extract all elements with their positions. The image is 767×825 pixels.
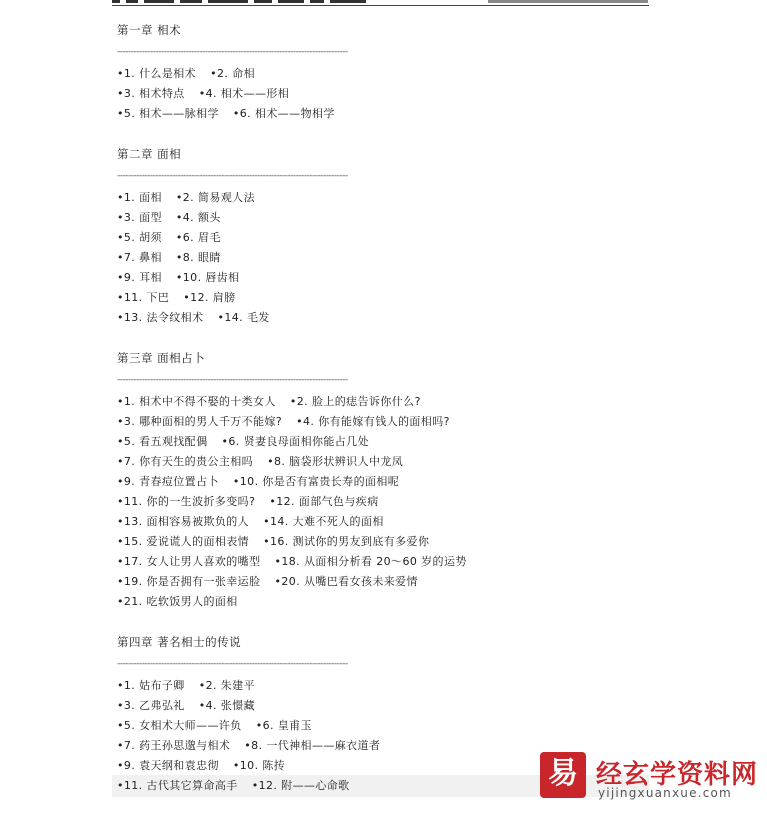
toc-row bbox=[117, 492, 637, 512]
toc-item-link[interactable]: •15. 爱说谎人的面相表情 bbox=[117, 535, 250, 548]
toc-item-link[interactable]: •18. 从面相分析看 20～60 岁的运势 bbox=[274, 555, 467, 568]
toc-item-link[interactable]: •5. 相术——脉相学 bbox=[117, 107, 219, 120]
toc-item-link[interactable]: •2. 脸上的痣告诉你什么? bbox=[289, 395, 421, 408]
section-gap bbox=[117, 612, 637, 632]
toc-item-link[interactable]: •11. 下巴 bbox=[117, 291, 170, 304]
toc-row bbox=[117, 248, 637, 268]
dashed-divider: ------------------------------------------------------------------------------------ bbox=[117, 171, 348, 181]
toc-item-link[interactable]: •20. 从嘴巴看女孩未来爱情 bbox=[274, 575, 418, 588]
toc-item-link[interactable]: •12. 面部气色与疾病 bbox=[269, 495, 379, 508]
toc-row bbox=[117, 104, 637, 124]
toc-item-link[interactable]: •2. 命相 bbox=[210, 67, 255, 80]
toc-row bbox=[117, 432, 637, 452]
toc-row bbox=[117, 228, 637, 248]
watermark-title: 经玄学资料网 bbox=[596, 760, 759, 790]
toc-item-link[interactable]: •2. 简易观人法 bbox=[175, 191, 255, 204]
toc-item-link[interactable]: •12. 肩膀 bbox=[183, 291, 236, 304]
toc-item-link[interactable]: •19. 你是否拥有一张幸运脸 bbox=[117, 575, 261, 588]
toc-item-link[interactable]: •10. 陈抟 bbox=[232, 759, 286, 772]
toc-item-link[interactable]: •7. 你有天生的贵公主相吗 bbox=[117, 455, 254, 468]
toc-item-link[interactable]: •9. 青春痘位置占卜 bbox=[117, 475, 219, 488]
toc-item-link[interactable]: •6. 皇甫玉 bbox=[255, 719, 312, 732]
table-of-contents bbox=[117, 20, 637, 796]
toc-row bbox=[117, 288, 637, 308]
toc-item-link[interactable]: •10. 你是否有富贵长寿的面相呢 bbox=[232, 475, 400, 488]
header-rule bbox=[112, 5, 649, 6]
toc-item-link[interactable]: •3. 哪种面相的男人千万不能嫁? bbox=[117, 415, 283, 428]
toc-row bbox=[117, 452, 637, 472]
toc-row bbox=[117, 532, 637, 552]
chapter-section bbox=[117, 348, 637, 612]
toc-item-link[interactable]: •17. 女人让男人喜欢的嘴型 bbox=[117, 555, 261, 568]
toc-row bbox=[117, 592, 637, 612]
toc-row bbox=[117, 472, 637, 492]
toc-item-link[interactable]: •8. 一代神相——麻衣道者 bbox=[244, 739, 381, 752]
toc-item-link[interactable]: •4. 额头 bbox=[175, 211, 221, 224]
toc-item-link[interactable]: •9. 耳相 bbox=[117, 271, 162, 284]
toc-item-link[interactable]: •9. 袁天纲和袁忠彻 bbox=[117, 759, 219, 772]
toc-row bbox=[117, 552, 637, 572]
toc-item-link[interactable]: •6. 眉毛 bbox=[175, 231, 221, 244]
site-logo-icon bbox=[540, 752, 586, 798]
toc-item-link[interactable]: •1. 面相 bbox=[117, 191, 162, 204]
toc-row bbox=[117, 512, 637, 532]
toc-item-link[interactable]: •1. 什么是相术 bbox=[117, 67, 197, 80]
section-gap bbox=[117, 124, 637, 144]
toc-row bbox=[117, 64, 637, 84]
cropped-header-text bbox=[112, 0, 377, 4]
toc-row bbox=[117, 696, 637, 716]
toc-item-link[interactable]: •7. 鼻相 bbox=[117, 251, 162, 264]
toc-item-link[interactable]: •16. 测试你的男友到底有多爱你 bbox=[263, 535, 430, 548]
toc-item-link[interactable]: •3. 乙弗弘礼 bbox=[117, 699, 185, 712]
toc-item-link[interactable]: •13. 面相容易被欺负的人 bbox=[117, 515, 250, 528]
chapter-title: 第二章 面相 bbox=[117, 147, 182, 161]
toc-row bbox=[117, 716, 637, 736]
toc-item-link[interactable]: •4. 你有能嫁有钱人的面相吗? bbox=[296, 415, 450, 428]
watermark-url: yijingxuanxue.com bbox=[598, 786, 732, 800]
chapter-title: 第三章 面相占卜 bbox=[117, 351, 206, 365]
chapter-section bbox=[117, 20, 637, 124]
toc-item-link[interactable]: •11. 古代其它算命高手 bbox=[117, 779, 238, 792]
toc-row bbox=[117, 308, 637, 328]
toc-row bbox=[117, 412, 637, 432]
toc-item-link[interactable]: •3. 面型 bbox=[117, 211, 162, 224]
toc-item-link[interactable]: •7. 药王孙思邈与相术 bbox=[117, 739, 231, 752]
dashed-divider: ------------------------------------------------------------------------------------ bbox=[117, 375, 348, 385]
toc-item-link[interactable]: •5. 看五观找配偶 bbox=[117, 435, 208, 448]
watermark bbox=[540, 752, 760, 802]
toc-row bbox=[117, 676, 637, 696]
toc-item-link[interactable]: •1. 姑布子卿 bbox=[117, 679, 185, 692]
toc-row bbox=[117, 188, 637, 208]
chapter-section bbox=[117, 144, 637, 328]
toc-item-link[interactable]: •14. 毛发 bbox=[217, 311, 270, 324]
toc-item-link[interactable]: •4. 张憬藏 bbox=[198, 699, 255, 712]
toc-item-link[interactable]: •5. 女相术大师——许负 bbox=[117, 719, 242, 732]
toc-row bbox=[117, 268, 637, 288]
toc-row bbox=[117, 208, 637, 228]
toc-item-link[interactable]: •6. 贤妻良母面相你能占几处 bbox=[221, 435, 369, 448]
toc-item-link[interactable]: •11. 你的一生波折多变吗? bbox=[117, 495, 256, 508]
toc-row bbox=[117, 392, 637, 412]
toc-row bbox=[117, 84, 637, 104]
chapter-title: 第四章 著名相士的传说 bbox=[117, 635, 242, 649]
logo-glyph: 易 bbox=[548, 756, 578, 791]
toc-item-link[interactable]: •14. 大难不死人的面相 bbox=[263, 515, 384, 528]
dashed-divider: ------------------------------------------------------------------------------------ bbox=[117, 659, 348, 669]
toc-item-link[interactable]: •10. 唇齿相 bbox=[175, 271, 240, 284]
toc-item-link[interactable]: •8. 脑袋形状辨识人中龙凤 bbox=[267, 455, 404, 468]
toc-item-link[interactable]: •8. 眼睛 bbox=[175, 251, 221, 264]
toc-item-link[interactable]: •6. 相术——物相学 bbox=[232, 107, 335, 120]
dashed-divider: ------------------------------------------------------------------------------------ bbox=[117, 47, 348, 57]
toc-item-link[interactable]: •4. 相术——形相 bbox=[198, 87, 290, 100]
toc-item-link[interactable]: •12. 附——心命歌 bbox=[251, 779, 350, 792]
toc-item-link[interactable]: •21. 吃软饭男人的面相 bbox=[117, 595, 238, 608]
toc-item-link[interactable]: •5. 胡须 bbox=[117, 231, 162, 244]
cropped-header-box bbox=[488, 0, 648, 3]
toc-item-link[interactable]: •1. 相术中不得不娶的十类女人 bbox=[117, 395, 276, 408]
toc-item-link[interactable]: •3. 相术特点 bbox=[117, 87, 185, 100]
section-gap bbox=[117, 328, 637, 348]
toc-item-link[interactable]: •2. 朱建平 bbox=[198, 679, 255, 692]
toc-row bbox=[117, 572, 637, 592]
toc-item-link[interactable]: •13. 法令纹相术 bbox=[117, 311, 204, 324]
chapter-title: 第一章 相术 bbox=[117, 23, 182, 37]
